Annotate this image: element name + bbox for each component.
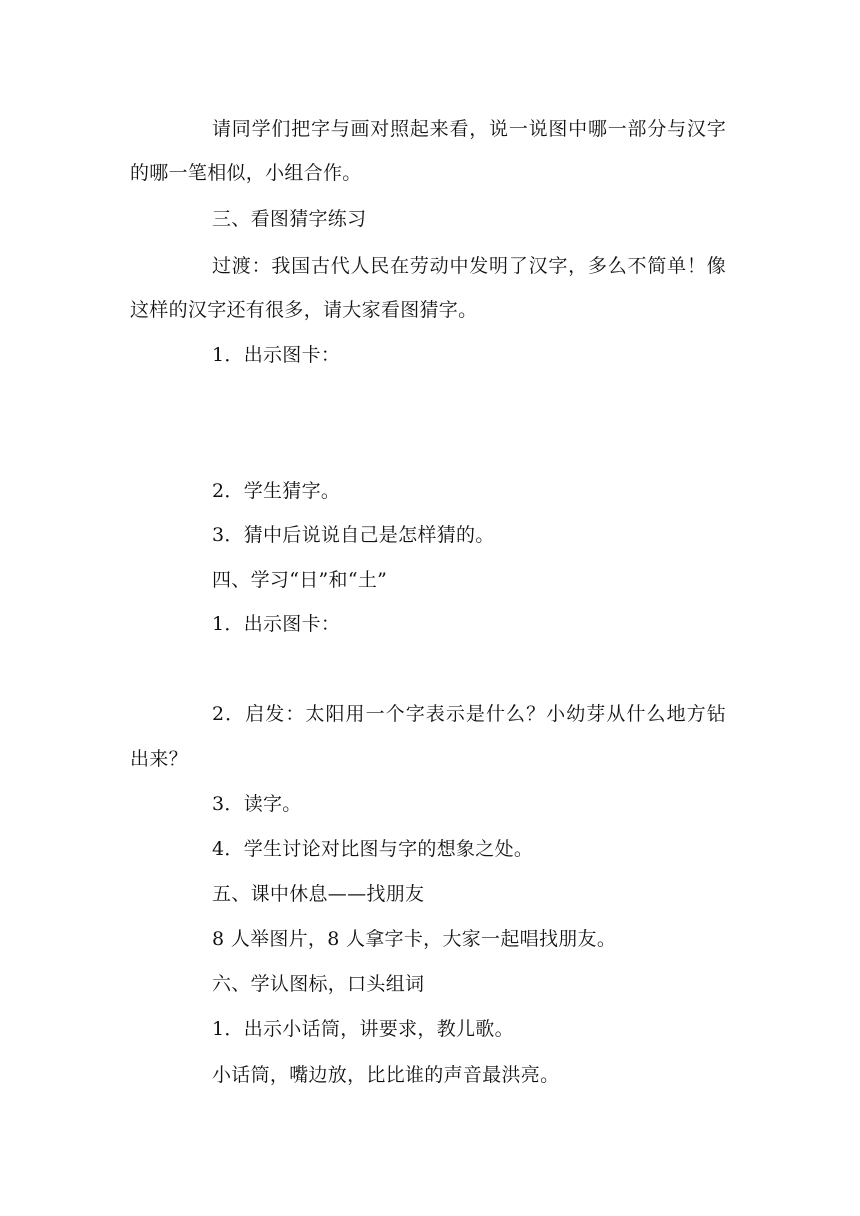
section-heading-4: 四、学习“日”和“土” bbox=[212, 569, 388, 591]
section-heading-6: 六、学认图标，口头组词 bbox=[212, 973, 425, 995]
paragraph-find-friends: 8 人举图片，8 人拿字卡，大家一起唱找朋友。 bbox=[212, 928, 617, 950]
step-students-guess: 2．学生猜字。 bbox=[212, 480, 341, 502]
step-read-characters: 3．读字。 bbox=[212, 793, 302, 815]
paragraph-transition-line-1: 过渡：我国古代人民在劳动中发明了汉字，多么不简单！像 bbox=[212, 255, 726, 277]
step-show-microphone: 1．出示小话筒，讲要求，教儿歌。 bbox=[212, 1018, 514, 1040]
paragraph-transition-line-2: 这样的汉字还有很多，请大家看图猜字。 bbox=[130, 299, 478, 321]
paragraph-rhyme: 小话筒，嘴边放，比比谁的声音最洪亮。 bbox=[212, 1064, 560, 1086]
paragraph-inspire-line-2: 出来？ bbox=[130, 748, 188, 770]
paragraph-intro-line-2: 的哪一笔相似，小组合作。 bbox=[130, 162, 362, 184]
section-heading-3: 三、看图猜字练习 bbox=[212, 208, 367, 230]
step-show-card-2: 1．出示图卡： bbox=[212, 613, 341, 635]
section-heading-5: 五、课中休息——找朋友 bbox=[212, 883, 425, 905]
paragraph-inspire-line-1: 2．启发：太阳用一个字表示是什么？小幼芽从什么地方钻 bbox=[212, 703, 726, 725]
step-discussion: 4．学生讨论对比图与字的想象之处。 bbox=[212, 838, 534, 860]
step-show-card-1: 1．出示图卡： bbox=[212, 344, 341, 366]
paragraph-intro-line-1: 请同学们把字与画对照起来看，说一说图中哪一部分与汉字 bbox=[212, 118, 726, 140]
step-explain-guess: 3．猜中后说说自己是怎样猜的。 bbox=[212, 524, 495, 546]
